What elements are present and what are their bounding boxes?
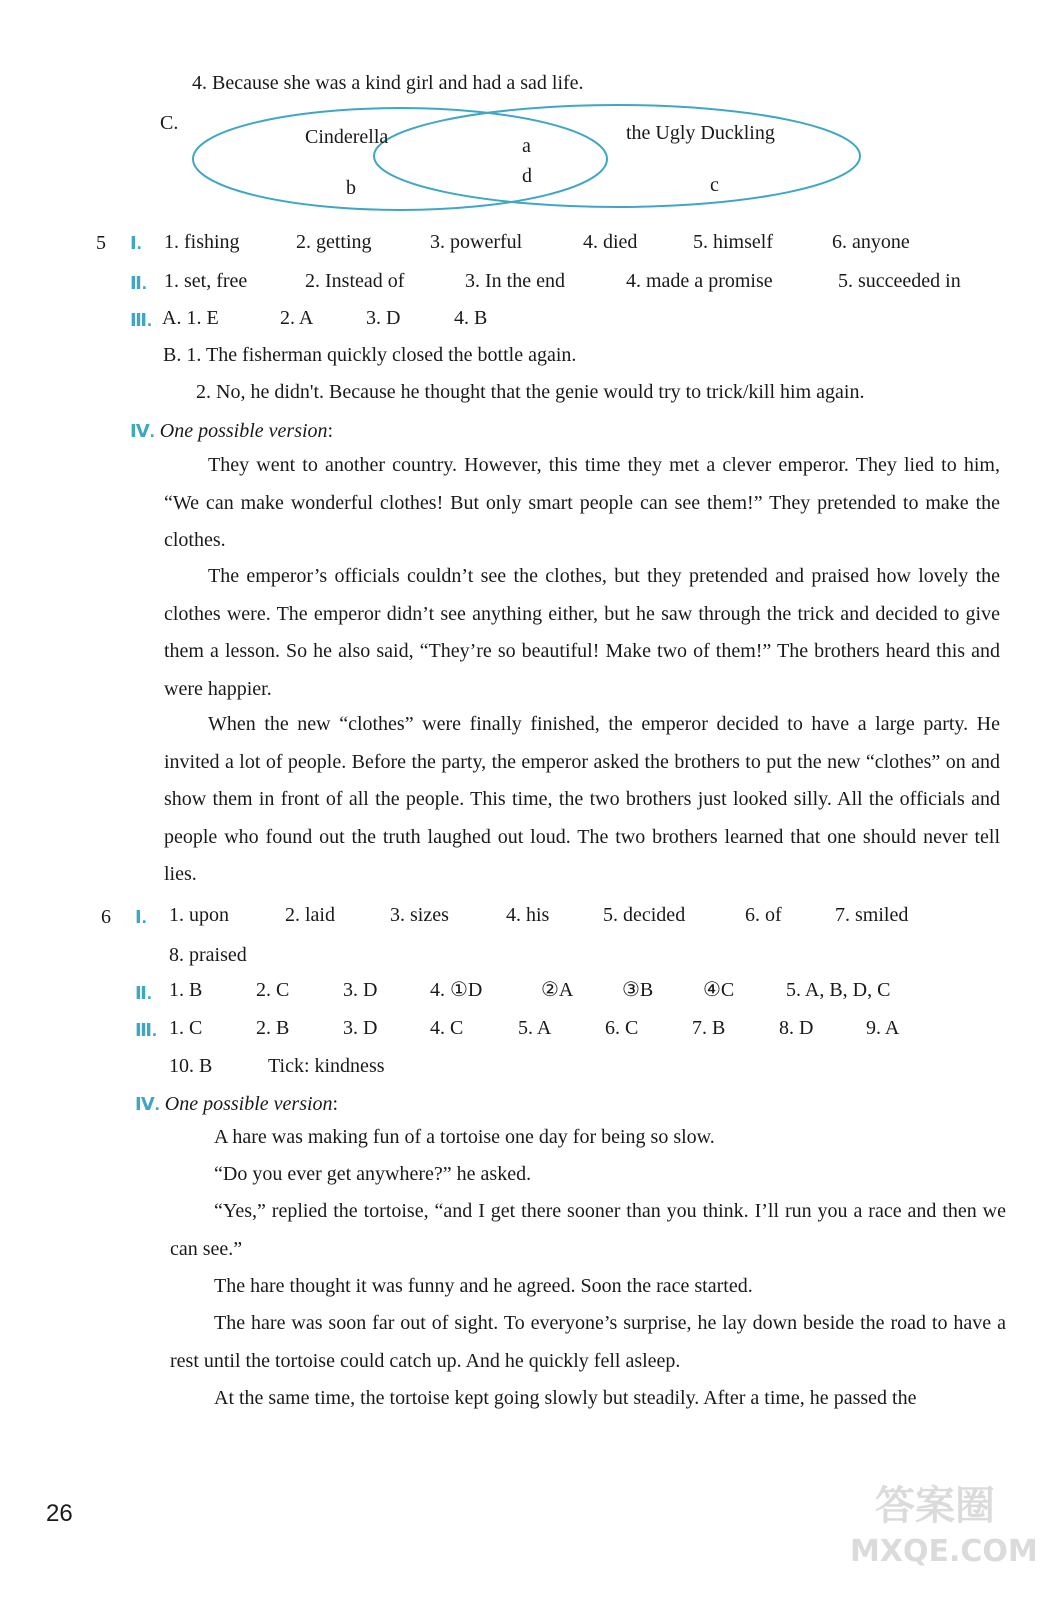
answer-line-4: 4. Because she was a kind girl and had a sad life. [192, 72, 584, 94]
answer-item: 2. laid [285, 904, 335, 926]
answer-item: 3. D [366, 307, 401, 329]
venn-right-ellipse [374, 105, 860, 207]
venn-left-title: Cinderella [305, 126, 389, 148]
answer-item: 10. B [169, 1055, 213, 1077]
venn-label: C. [160, 112, 179, 134]
paragraph-text: “Do you ever get anywhere?” he asked. [214, 1163, 532, 1185]
venn-left-ellipse [193, 108, 607, 210]
answer-item: 7. smiled [835, 904, 909, 926]
essay-paragraph [170, 1119, 1006, 1157]
page-number: 26 [46, 1500, 73, 1527]
answer-item: ④C [703, 979, 735, 1001]
essay-paragraph [170, 1193, 1006, 1268]
answer-item: 2. B [256, 1017, 290, 1039]
venn-left-item: b [346, 177, 356, 199]
answer-item: 5. himself [693, 231, 773, 253]
section-marker: Ⅲ. [130, 310, 153, 330]
version-label: One possible version [164, 1093, 333, 1115]
answer-item: 6. C [605, 1017, 639, 1039]
essay-paragraph [164, 706, 1000, 894]
answer-item: 2. C [256, 979, 290, 1001]
answer-item: A. 1. E [162, 307, 219, 329]
answer-item: 5. A, B, D, C [786, 979, 891, 1001]
answer-item: 8. praised [169, 944, 247, 966]
paragraph-text: The emperor’s officials couldn’t see the clothes, but they pretended and praised how lovely the clothes were. The emperor didn’t see anything either, but he saw through the trick and decided to give them a lesson. So he also said, “They’re so beautiful! Make two of them!” The brothers heard this and were happier. [164, 565, 1000, 700]
answer-item: 1. B [169, 979, 203, 1001]
answer-item: 3. powerful [430, 231, 523, 253]
answer-item: 4. his [506, 904, 550, 926]
essay-paragraph [170, 1380, 1006, 1418]
unit-number: 6 [101, 906, 111, 928]
answer-item: 9. A [866, 1017, 900, 1039]
section-marker: Ⅳ. [130, 421, 155, 441]
answer-item: 4. died [583, 231, 638, 253]
answer-sentence: 2. No, he didn't. Because he thought that the genie would try to trick/kill him again. [196, 381, 865, 403]
section-marker: Ⅱ. [130, 273, 147, 293]
answer-item: 4. B [454, 307, 488, 329]
unit-number: 5 [96, 232, 106, 254]
answer-item: 1. C [169, 1017, 203, 1039]
section-marker: Ⅱ. [135, 983, 152, 1003]
section-heading [130, 419, 333, 443]
answer-item: 8. D [779, 1017, 814, 1039]
version-label: One possible version [159, 420, 328, 442]
watermark-title: 答案圈 [875, 1483, 995, 1529]
essay-paragraph [164, 558, 1000, 708]
section-marker: Ⅳ. [135, 1094, 160, 1114]
section-heading [135, 1092, 338, 1116]
answer-item: 4. ①D [430, 979, 483, 1001]
paragraph-text: The hare thought it was funny and he agreed. Soon the race started. [214, 1275, 753, 1297]
answer-item: 2. getting [296, 231, 372, 253]
answer-item: 4. made a promise [626, 270, 773, 292]
answer-item: 2. Instead of [305, 270, 405, 292]
answer-item: 3. D [343, 1017, 378, 1039]
essay-paragraph [170, 1156, 1006, 1194]
version-colon: : [327, 420, 334, 442]
answer-item: 6. of [745, 904, 782, 926]
paragraph-text: They went to another country. However, this time they met a clever emperor. They lied to him, “We can make wonderful clothes! But only smart people can see them!” They pretended to make the clothes. [164, 454, 1000, 551]
answer-item: 5. A [518, 1017, 552, 1039]
answer-item: 5. decided [603, 904, 686, 926]
section-marker: Ⅰ. [130, 233, 142, 253]
watermark-logo [850, 1480, 1038, 1590]
watermark-site: MXQE.COM [850, 1534, 1038, 1569]
venn-mid-item: a [522, 135, 531, 157]
essay-paragraph [170, 1305, 1006, 1380]
answer-item: 3. D [343, 979, 378, 1001]
essay-paragraph [164, 447, 1000, 560]
answer-sentence: B. 1. The fisherman quickly closed the bottle again. [163, 344, 577, 366]
essay-paragraph [170, 1268, 1006, 1306]
paragraph-text: When the new “clothes” were finally finished, the emperor decided to have a large party. He invited a lot of people. Before the party, the emperor asked the brothers to put the new “clothes” on and show them in front of all the people. This time, the two brothers just looked silly. All the officials and people who found out the truth laughed out loud. The two brothers learned that one should never tell lies. [164, 713, 1000, 885]
answer-item: Tick: kindness [268, 1055, 385, 1077]
answer-item: ②A [541, 979, 574, 1001]
answer-item: 6. anyone [832, 231, 910, 253]
answer-item: 1. set, free [164, 270, 248, 292]
paragraph-text: At the same time, the tortoise kept going slowly but steadily. After a time, he passed the [214, 1387, 917, 1409]
answer-item: 3. sizes [390, 904, 449, 926]
answer-item: 7. B [692, 1017, 726, 1039]
answer-item: 2. A [280, 307, 314, 329]
paragraph-text: “Yes,” replied the tortoise, “and I get there sooner than you think. I’ll run you a race and then we can see.” [170, 1200, 1006, 1260]
venn-mid-item: d [522, 165, 532, 187]
section-marker: Ⅰ. [135, 907, 147, 927]
section-marker: Ⅲ. [135, 1020, 158, 1040]
venn-right-item: c [710, 174, 719, 196]
version-colon: : [332, 1093, 339, 1115]
paragraph-text: A hare was making fun of a tortoise one day for being so slow. [214, 1126, 715, 1148]
venn-right-title: the Ugly Duckling [626, 122, 775, 144]
answer-item: 1. fishing [164, 231, 240, 253]
paragraph-text: The hare was soon far out of sight. To everyone’s surprise, he lay down beside the road to have a rest until the tortoise could catch up. And he quickly fell asleep. [170, 1312, 1006, 1372]
answer-item: 1. upon [169, 904, 229, 926]
answer-item: 5. succeeded in [838, 270, 961, 292]
answer-item: ③B [622, 979, 654, 1001]
answer-item: 4. C [430, 1017, 464, 1039]
answer-item: 3. In the end [465, 270, 565, 292]
